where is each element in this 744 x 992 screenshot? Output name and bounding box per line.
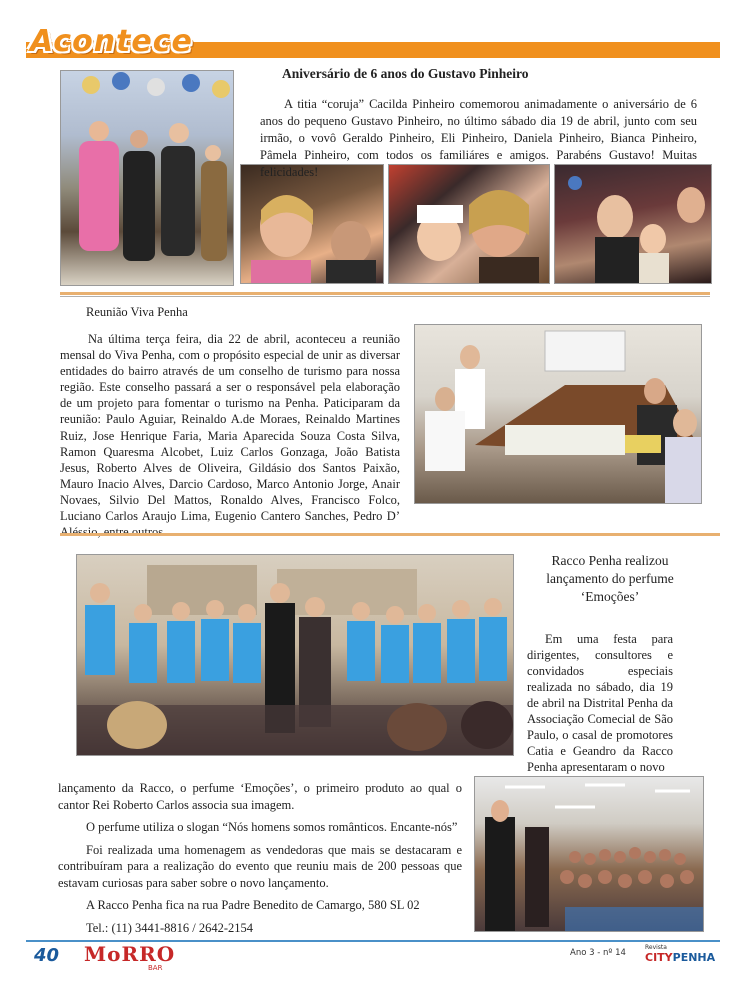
advertiser-logo: MoRRO [84,942,176,966]
advertiser-logo-sub: BAR [148,964,163,972]
photo-grandma-and-kid [388,164,550,284]
section-title: Acontece [30,24,193,59]
article-birthday-title: Aniversário de 6 anos do Gustavo Pinheiro [282,66,529,81]
article-racco-title [522,552,698,606]
article-racco-title-line3: ‘Emoções’ [580,589,640,604]
separator-1-grey [60,296,710,297]
article-racco-phone: Tel.: (11) 3441-8816 / 2642-2154 [86,920,254,935]
article-racco-title-line1: Racco Penha realizou [551,553,669,568]
photo-birthday-group [60,70,234,286]
magazine-logo-city: CITY [645,951,673,964]
page-number: 40 [34,945,60,966]
magazine-label: Revista [645,944,667,951]
photo-grandpa-and-kids [554,164,712,284]
photo-racco-group [76,554,514,756]
photo-birthday-girl [240,164,384,284]
article-racco-address: A Racco Penha fica na rua Padre Benedito de Camargo, 580 SL 02 [86,898,420,912]
magazine-logo [645,951,715,964]
magazine-logo-penha: PENHA [672,951,716,964]
separator-1 [60,292,710,295]
article-racco-body-start: Em uma festa para dirigentes, consultores e convidados especiais realizada no sábado, dia 19 de abril na Distrital Penha da Associação Comecial de São Paulo, o casal de promotores Catia e Geandro da Racco Penha apresentaram o novo [527,632,673,774]
article-racco-body-rest [58,780,462,942]
article-racco-body-cont: lançamento da Racco, o perfume ‘Emoções’, o primeiro produto ao qual o cantor Rei Roberto Carlos associa sua imagem. [58,781,462,812]
photo-meeting [414,324,702,504]
article-meeting-title: Reunião Viva Penha [86,305,188,319]
issue-info: Ano 3 - nº 14 [570,948,626,958]
article-birthday-body: A titia “coruja” Cacilda Pinheiro comemorou animadamente o aniversário de 6 anos do pequeno Gustavo Pinheiro, no último sábado dia 19 de abril, junto com seu irmão, o vovô Geraldo Pinheiro, Eli Pinheiro, Daniela Pinheiro, Bianca Pinheiro, Pâmela Pinheiro, com todos os familiáres e amigos. Parabéns Gustavo! Muitas felicidades! [260,97,697,179]
article-racco-homage: Foi realizada uma homenagem as vendedoras que mais se destacaram e contribuíram para a realização do evento que reuniu mais de 200 pessoas que estavam curiosas para saber sobre o novo lançamento. [58,842,462,890]
section-logo [30,24,220,62]
article-racco-title-line2: lançamento do perfume [546,571,674,586]
article-meeting-body: Na última terça feira, dia 22 de abril, aconteceu a reunião mensal do Viva Penha, com o propósito especial de unir as diversar entidades do bairro através de um conselho de turismo para nossa região. Este conselho passará a ser o responsável pela elaboração de um projeto para fomentar o turismo na Penha. Paticiparam da reunião: Paulo Aguiar, Reinaldo A.de Moraes, Reinaldo Martines Ruiz, Jose Henrique Faria, Maria Aparecida Souza Costa Silva, Ramon Quaresma Alcobet, Luiz Carlos Gonzaga, João Batista Jesus, Roberto Alves de Oliveira, Gildásio dos Santos Paixão, Mauro Inacio Alves, Darcio Cardoso, Marco Antonio Jorge, Anair Novaes, Silvio Del Mattos, Ronaldo Alves, Francisco Folco, Luciano Carlos Araujo Lima, Eugenio Cantero Sanches, Pedro D’ [60,332,400,524]
photo-racco-audience [474,776,704,932]
article-racco-slogan: O perfume utiliza o slogan “Nós homens somos românticos. Encante-nós” [86,820,458,834]
separator-2 [60,533,720,536]
